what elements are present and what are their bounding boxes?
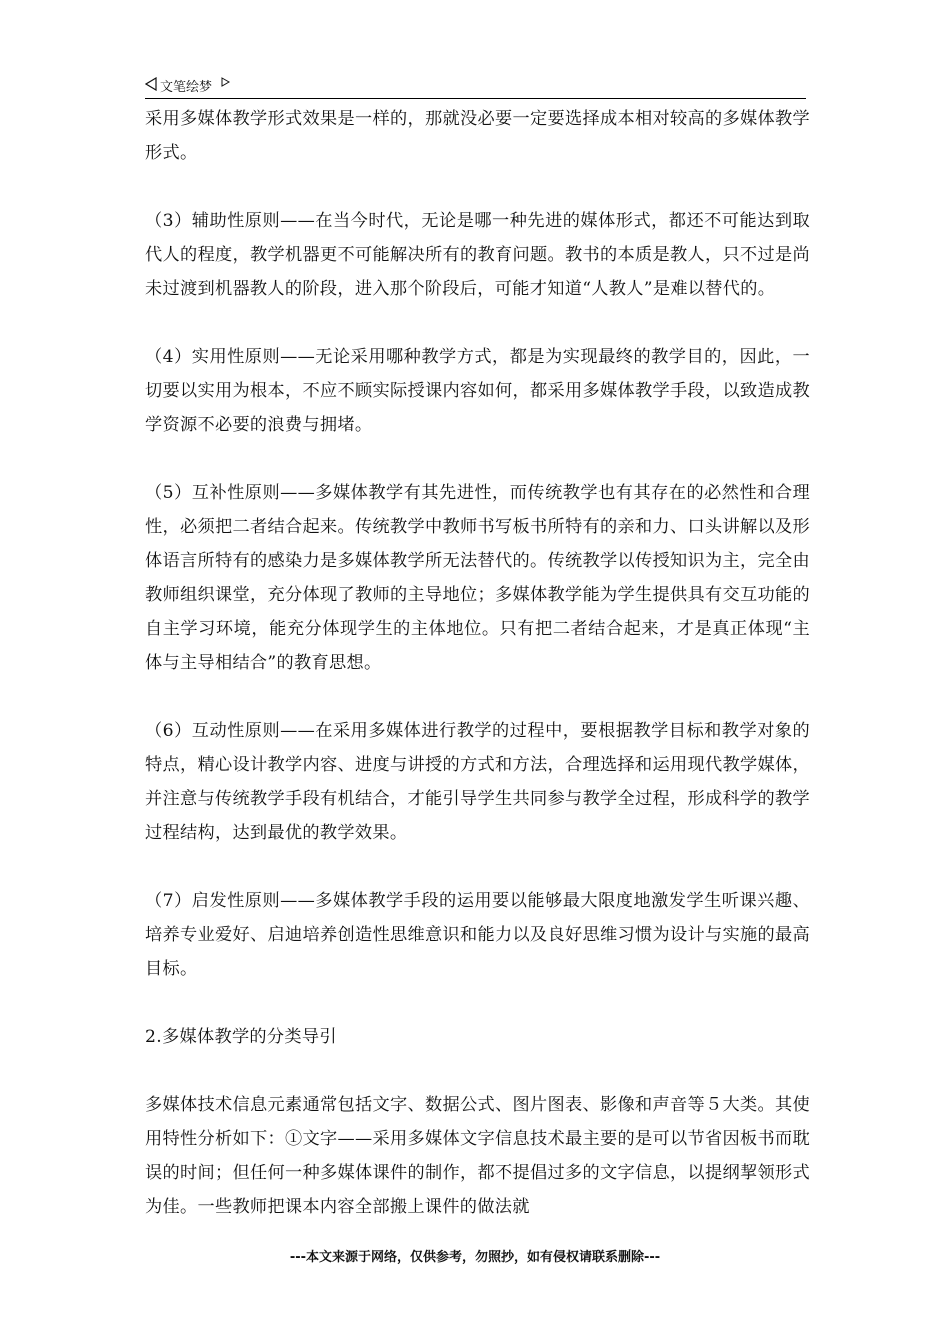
paragraph-principle-4: （4）实用性原则——无论采用哪种教学方式，都是为实现最终的教学目的，因此，一切要以实用为根本，不应不顾实际授课内容如何，都采用多媒体教学手段，以致造成教学资源不必要的浪费与拥堵。	[145, 347, 810, 435]
header-title: 文笔绘梦	[160, 80, 213, 95]
paragraph-principle-5: （5）互补性原则——多媒体教学有其先进性，而传统教学也有其存在的必然性和合理性，必须把二者结合起来。传统教学中教师书写板书所特有的亲和力、口头讲解以及形体语言所特有的感染力是多媒体教学所无法替代的。传统教学以传授知识为主，完全由教师组织课堂，充分体现了教师的主导地位；多媒体教学能为学生提供具有交互功能的自主学习环境，能充分体现学生的主体地位。只有把二者结合起来，才是真正体现“主体与主导相结合”的教育思想。	[145, 483, 810, 673]
document-body	[145, 102, 810, 1224]
paragraph-principle-3: （3）辅助性原则——在当今时代，无论是哪一种先进的媒体形式，都还不可能达到取代人的程度，教学机器更不可能解决所有的教育问题。教书的本质是教人，只不过是尚未过渡到机器教人的阶段，进入那个阶段后，可能才知道“人教人”是难以替代的。	[145, 211, 810, 299]
page-header	[145, 76, 806, 99]
header-logo	[145, 76, 230, 95]
section-heading: 2.多媒体教学的分类导引	[145, 1027, 337, 1047]
paragraph-principle-7: （7）启发性原则——多媒体教学手段的运用要以能够最大限度地激发学生听课兴趣、培养专业爱好、启迪培养创造性思维意识和能力以及良好思维习惯为设计与实施的最高目标。	[145, 891, 810, 979]
footer-notice: ---本文来源于网络，仅供参考，勿照抄，如有侵权请联系删除---	[289, 1250, 661, 1265]
right-triangle-outline-icon	[221, 72, 230, 91]
paragraph-classification: 多媒体技术信息元素通常包括文字、数据公式、图片图表、影像和声音等５大类。其使用特性分析如下：①文字——采用多媒体文字信息技术最主要的是可以节省因板书而耽误的时间；但任何一种多媒体课件的制作，都不提倡过多的文字信息，以提纲挈领形式为佳。一些教师把课本内容全部搬上课件的做法就	[145, 1095, 810, 1217]
paragraph-principle-6: （6）互动性原则——在采用多媒体进行教学的过程中，要根据教学目标和教学对象的特点，精心设计教学内容、进度与讲授的方式和方法，合理选择和运用现代教学媒体，并注意与传统教学手段有机结合，才能引导学生共同参与教学全过程，形成科学的教学过程结构，达到最优的教学效果。	[145, 721, 810, 843]
paragraph-intro: 采用多媒体教学形式效果是一样的，那就没必要一定要选择成本相对较高的多媒体教学形式。	[145, 109, 810, 163]
left-triangle-outline-icon	[145, 76, 157, 95]
